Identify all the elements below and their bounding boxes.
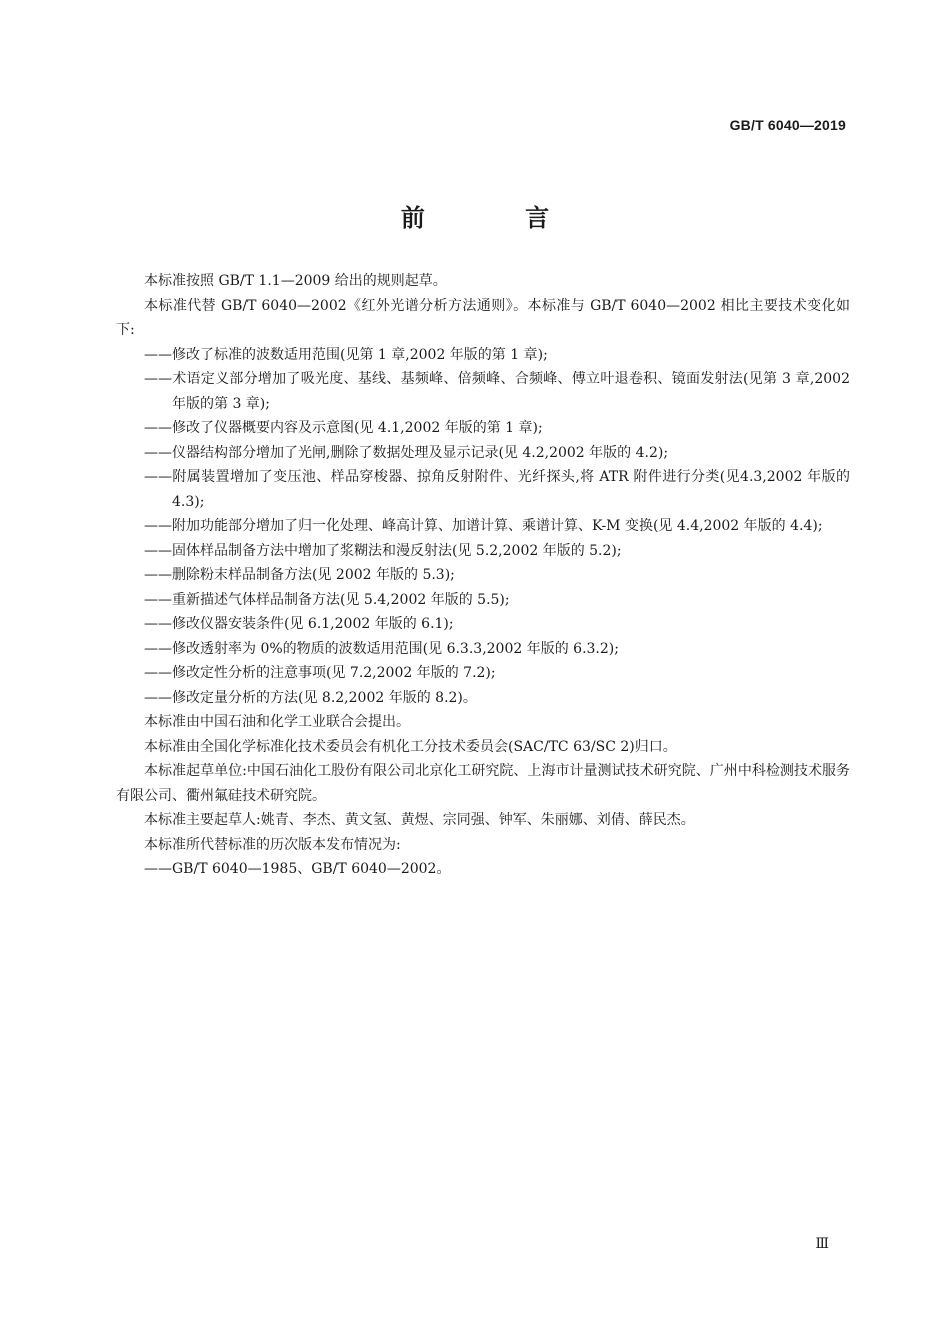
document-code: GB/T 6040—2019 <box>729 117 846 133</box>
history-item: ——GB/T 6040—1985、GB/T 6040—2002。 <box>144 861 451 877</box>
change-item: ——修改定性分析的注意事项(见 7.2,2002 年版的 7.2); <box>144 665 496 681</box>
page-title: 前 言 <box>400 204 596 232</box>
paragraph-drafters: 本标准主要起草人:姚青、李杰、黄文氢、黄煜、宗同强、钟军、朱丽娜、刘倩、薛民杰。 <box>144 812 695 828</box>
paragraph-drafting-rules: 本标准按照 GB/T 1.1—2009 给出的规则起草。 <box>144 273 447 289</box>
change-item: ——修改透射率为 0%的物质的波数适用范围(见 6.3.3,2002 年版的 6.3.2); <box>144 640 619 657</box>
change-item: ——重新描述气体样品制备方法(见 5.4,2002 年版的 5.5); <box>144 591 510 608</box>
paragraph-committee: 本标准由全国化学标准化技术委员会有机化工分技术委员会(SAC/TC 63/SC 2)归口。 <box>144 738 677 755</box>
page-number: Ⅲ <box>815 1237 829 1252</box>
change-item: ——修改定量分析的方法(见 8.2,2002 年版的 8.2)。 <box>144 689 477 706</box>
paragraph-drafting-units: 本标准起草单位:中国石油化工股份有限公司北京化工研究院、上海市计量测试技术研究院、广州中科检测技术服务有限公司、衢州氟硅技术研究院。 <box>116 763 850 804</box>
change-item: ——附加功能部分增加了归一化处理、峰高计算、加谱计算、乘谱计算、K-M 变换(见 4.4,2002 年版的 4.4); <box>144 518 823 534</box>
paragraph-history-intro: 本标准所代替标准的历次版本发布情况为: <box>144 836 401 853</box>
change-item: ——术语定义部分增加了吸光度、基线、基频峰、倍频峰、合频峰、傅立叶退卷积、镜面发射法(见第 3 章,2002 年版的第 3 章); <box>144 371 850 412</box>
change-item: ——修改了仪器概要内容及示意图(见 4.1,2002 年版的第 1 章); <box>144 420 543 436</box>
paragraph-proposer: 本标准由中国石油和化学工业联合会提出。 <box>144 714 410 730</box>
change-item: ——固体样品制备方法中增加了浆糊法和漫反射法(见 5.2,2002 年版的 5.2); <box>144 542 622 559</box>
change-item: ——删除粉末样品制备方法(见 2002 年版的 5.3); <box>144 567 455 583</box>
paragraph-replacement: 本标准代替 GB/T 6040—2002《红外光谱分析方法通则》。本标准与 GB/T 6040—2002 相比主要技术变化如下: <box>116 297 850 338</box>
change-item: ——修改了标准的波数适用范围(见第 1 章,2002 年版的第 1 章); <box>144 346 548 363</box>
preface-body <box>116 269 850 882</box>
change-item: ——修改仪器安装条件(见 6.1,2002 年版的 6.1); <box>144 616 454 632</box>
change-item: ——仪器结构部分增加了光闸,删除了数据处理及显示记录(见 4.2,2002 年版的 4.2); <box>144 444 669 461</box>
change-item: ——附属装置增加了变压池、样品穿梭器、掠角反射附件、光纤探头,将 ATR 附件进行分类(见4.3,2002 年版的 4.3); <box>144 469 850 510</box>
